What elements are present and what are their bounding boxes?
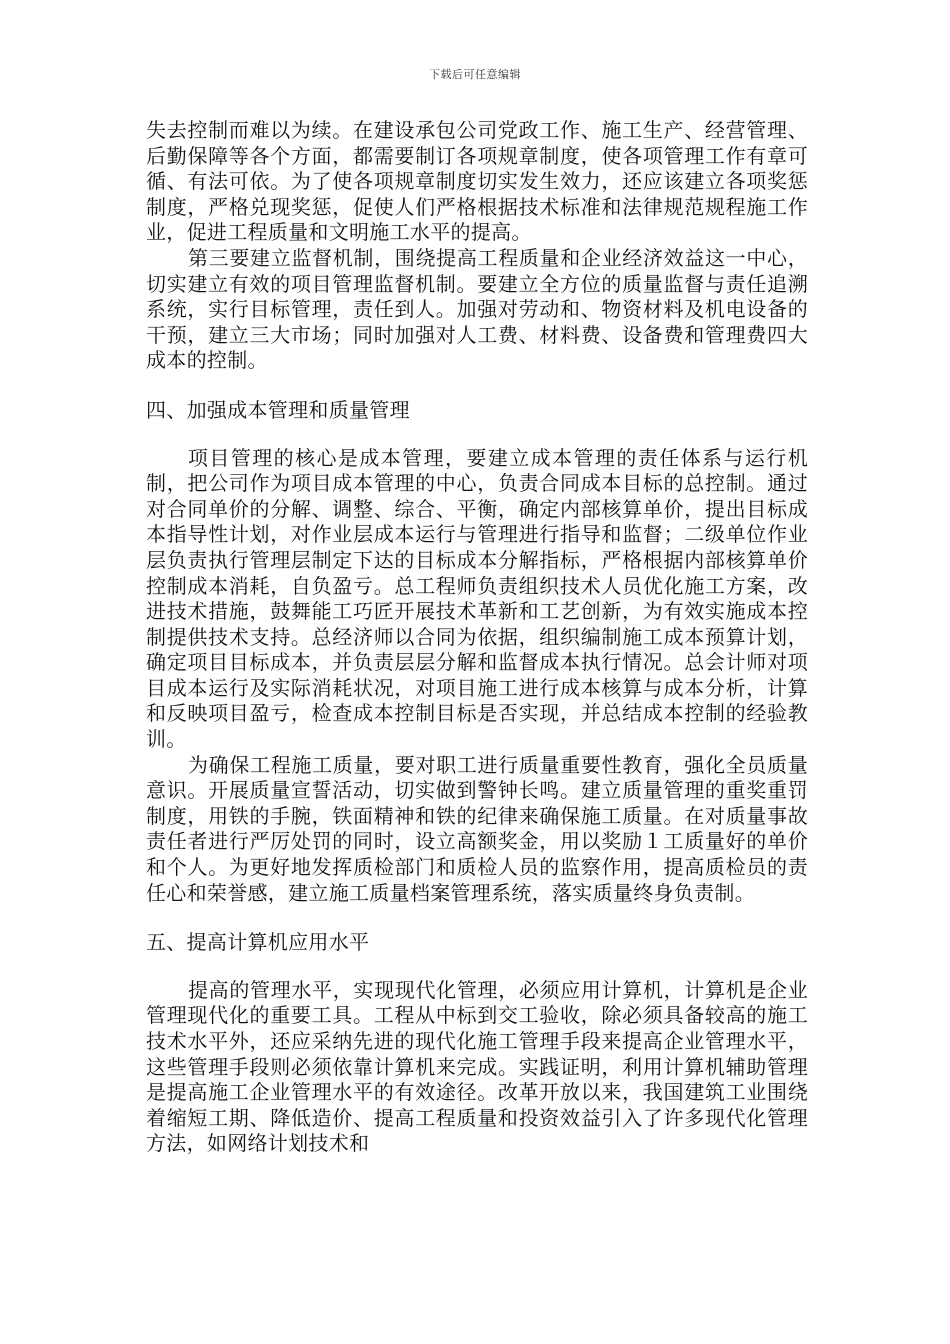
paragraph-quality-management: 为确保工程施工质量，要对职工进行质量重要性教育，强化全员质量意识。开展质量宣誓活动，切实做到警钟长鸣。建立质量管理的重奖重罚制度，用铁的手腕，铁面精神和铁的纪律来确保施工质量。在对质量事故责任者进行严厉处罚的同时，设立高额奖金，用以奖励１工质量好的单价和个人。为更好地发挥质检部门和质检人员的监察作用，提高质检员的责任心和荣誉感，建立施工质量档案管理系统，落实质量终身负责制。 xyxy=(146,752,808,905)
page-header-note: 下载后可任意编辑 xyxy=(429,68,521,81)
paragraph-continuation: 失去控制而难以为续。在建设承包公司党政工作、施工生产、经营管理、后勤保障等各个方面，都需要制订各项规章制度，使各项管理工作有章可循、有法可依。为了使各项规章制度切实发生效力，还应该建立各项奖惩制度，严格兑现奖惩，促使人们严格根据技术标准和法律规范规程施工作业，促进工程质量和文明施工水平的提高。 xyxy=(146,118,808,245)
paragraph-cost-management: 项目管理的核心是成本管理，要建立成本管理的责任体系与运行机制，把公司作为项目成本管理的中心，负责合同成本目标的总控制。通过对合同单价的分解、调整、综合、平衡，确定内部核算单价，提出目标成本指导性计划，对作业层成本运行与管理进行指导和监督；二级单位作业层负责执行管理层制定下达的目标成本分解指标，严格根据内部核算单价控制成本消耗，自负盈亏。总工程师负责组织技术人员优化施工方案，改进技术措施，鼓舞能工巧匠开展技术革新和工艺创新，为有效实施成本控制提供技术支持。总经济师以合同为依据，组织编制施工成本预算计划，确定项目目标成本，并负责层层分解和监督成本执行情况。总会计师对项目成本运行及实际消耗状况，对项目施工进行成本核算与成本分析，计算和反映项目盈亏，检查成本控制目标是否实现，并总结成本控制的经验教训。 xyxy=(146,445,808,752)
section-heading-4: 四、加强成本管理和质量管理 xyxy=(146,397,410,422)
paragraph-computer-application: 提高的管理水平，实现现代化管理，必须应用计算机，计算机是企业管理现代化的重要工具。工程从中标到交工验收，除必须具备较高的施工技术水平外，还应采纳先进的现代化施工管理手段来提高企业管理水平，这些管理手段则必须依靠计算机来完成。实践证明，利用计算机辅助管理是提高施工企业管理水平的有效途径。改革开放以来，我国建筑工业围绕着缩短工期、降低造价、提高工程质量和投资效益引入了许多现代化管理方法，如网络计划技术和 xyxy=(146,977,808,1156)
paragraph-supervision-mechanism: 第三要建立监督机制，围绕提高工程质量和企业经济效益这一中心，切实建立有效的项目管理监督机制。要建立全方位的质量监督与责任追溯系统，实行目标管理，责任到人。加强对劳动和、物资材料及机电设备的干预，建立三大市场；同时加强对人工费、材料费、设备费和管理费四大成本的控制。 xyxy=(146,245,808,373)
section-heading-5: 五、提高计算机应用水平 xyxy=(146,930,370,955)
document-body xyxy=(146,118,808,1157)
